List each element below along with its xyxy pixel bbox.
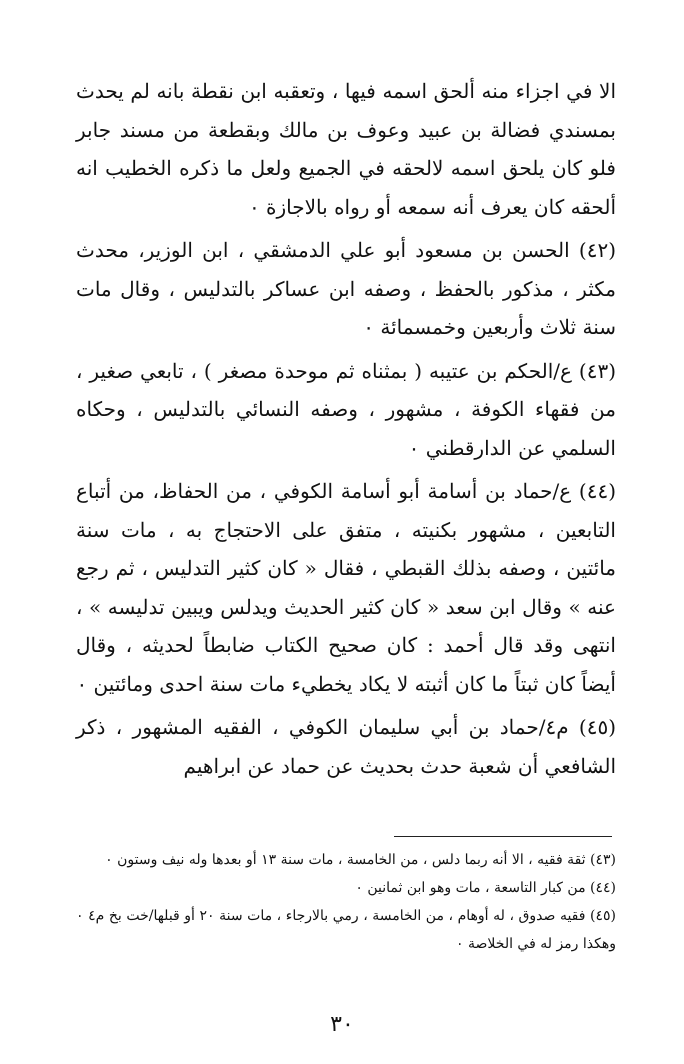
footnote-43: (٤٣) ثقة فقيه ، الا أنه ربما دلس ، من الخامسة ، مات سنة ١٣ أو بعدها وله نيف وستون ٠ — [105, 852, 616, 868]
entry-43: (٤٣) ع/الحكم بن عتيبه ( بمثناه ثم موحدة مصغر ) ، تابعي صغير ، من فقهاء الكوفة ، مشهور ، وصفه النسائي بالتدليس ، وحكاه السلمي عن الدارقطني ٠ — [76, 358, 616, 460]
paragraph-continuation: الا في اجزاء منه ألحق اسمه فيها ، وتعقبه ابن نقطة بانه لم يحدث بمسندي فضالة بن عبيد وعوف بن مالك وبقطعة من مسند جابر فلو كان يلحق اسمه لالحقه في الجميع ولعل ما ذكره الخطيب انه ألحقه كان يعرف أنه سمعه أو رواه بالاجازة ٠ — [76, 79, 616, 219]
page-number: ٣٠ — [330, 1012, 354, 1037]
main-text — [76, 72, 616, 785]
entry-45: (٤٥) م٤/حماد بن أبي سليمان الكوفي ، الفقيه المشهور ، ذكر الشافعي أن شعبة حدث بحديث عن حماد عن ابراهيم — [76, 715, 616, 778]
footnote-divider — [394, 836, 612, 837]
entry-44: (٤٤) ع/حماد بن أسامة أبو أسامة الكوفي ، من الحفاظ، من أتباع التابعين ، مشهور بكنيته ، متفق على الاحتجاج به ، مات سنة مائتين ، وصفه بذلك القبطي ، فقال « كان كثير التدليس ، ثم رجع عنه » وقال ابن سعد « كان كثير الحديث ويدلس ويبين تدليسه » ، انتهى وقد قال أحمد : كان صحيح الكتاب ضابطاً لحديثه ، وقال أيضاً كان ثبتاً ما كان أثبته لا يكاد يخطيء مات سنة احدى ومائتين ٠ — [76, 479, 616, 696]
footnote-44: (٤٤) من كبار التاسعة ، مات وهو ابن ثمانين ٠ — [355, 880, 616, 896]
footnote-45: (٤٥) فقيه صدوق ، له أوهام ، من الخامسة ، رمي بالارجاء ، مات سنة ٢٠ أو قبلها/خت بخ م٤ ٠ وهكذا رمز له في الخلاصة ٠ — [76, 908, 616, 952]
footnotes — [76, 846, 616, 958]
entry-42: (٤٢) الحسن بن مسعود أبو علي الدمشقي ، ابن الوزير، محدث مكثر ، مذكور بالحفظ ، وصفه ابن عساكر بالتدليس ، وقال مات سنة ثلاث وأربعين وخمسمائة ٠ — [76, 238, 616, 339]
